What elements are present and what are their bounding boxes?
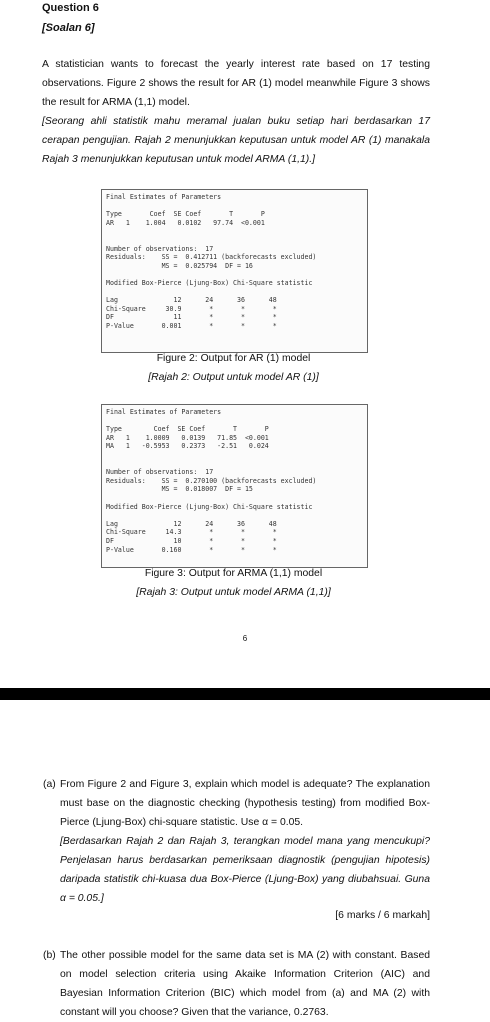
part-a-text [60,775,430,832]
question-heading-malay: [Soalan 6] [42,22,95,34]
fig2-line: Type Coef SE Coef T P [106,210,265,219]
fig3-line: DF 10 * * * [106,536,277,545]
fig3-line [106,511,367,520]
page-separator [0,688,490,700]
fig3-line: Chi-Square 14.3 * * * [106,528,277,537]
fig3-line [106,460,367,469]
fig3-line: P-Value 0.160 * * * [106,545,277,554]
figure-3-caption: Figure 3: Output for ARMA (1,1) model [144,568,323,579]
fig3-line: Lag 12 24 36 48 [106,519,277,528]
fig3-line [106,417,367,426]
fig2-line: Lag 12 24 36 48 [106,296,277,305]
figure-2-caption: Figure 2: Output for AR (1) model [156,353,311,364]
fig3-line: Modified Box-Pierce (Ljung-Box) Chi-Square statistic [106,502,313,511]
fig3-line: MA 1 -0.5953 0.2373 -2.51 0.024 [106,442,269,451]
figure-2-text [102,190,367,331]
part-a-marks: [6 marks / 6 markah] [335,910,430,921]
fig2-line: Modified Box-Pierce (Ljung-Box) Chi-Square statistic [106,278,313,287]
figure-2-caption-malay: [Rajah 2: Output untuk model AR (1)] [148,372,319,383]
fig3-line: Residuals: SS = 0.270100 (backforecasts excluded) [106,476,317,485]
fig3-line: MS = 0.018007 DF = 15 [106,485,253,494]
part-b-text: The other possible model for the same data set is MA (2) with constant. Based on model selection criteria using Akaike Information Criterion (AIC) and Bayesian Information Criterion (BIC) which model from (a) and MA (2) with constant will you choose? Given that the variance, 0.2763. [60,950,430,1018]
part-a-malay: [Berdasarkan Rajah 2 dan Rajah 3, terangkan model mana yang mencukupi? Penjelasan harus berdasarkan pemeriksaan diagnostik (pengujian hipotesis) daripada statistik chi-kuasa dua Box-Pierce (Ljung-Box) yang diubahsuai. Guna α = 0.05.] [60,836,430,904]
question-heading: Question 6 [42,2,99,14]
figure-3-text [102,405,367,554]
fig2-line: DF 11 * * * [106,313,277,322]
fig2-line: Number of observations: 17 [106,244,214,253]
intro-malay: [Seorang ahli statistik mahu meramal jualan buku setiap hari berdasarkan 17 cerapan pengujian. Rajah 2 menunjukkan keputusan untuk model AR (1) manakala Rajah 3 menunjukkan keputusan untuk model ARMA (1,1).] [42,116,430,165]
fig3-line: AR 1 1.0009 0.0139 71.85 <0.001 [106,433,269,442]
part-a-english: From Figure 2 and Figure 3, explain which model is adequate? The explanation must base on the diagnostic checking (hypothesis testing) from modified Box-Pierce (Ljung-Box) chi-square statistic. Use α = 0.05. [60,779,430,828]
part-b-label: (b) [43,950,56,961]
fig2-line: Chi-Square 30.9 * * * [106,304,277,313]
figure-2-output [101,189,368,353]
page-number: 6 [242,634,248,643]
fig3-line [106,451,367,460]
fig2-line: AR 1 1.004 0.0102 97.74 <0.001 [106,218,265,227]
fig2-line: MS = 0.025794 DF = 16 [106,261,253,270]
fig3-line [106,494,367,503]
fig2-line [106,227,367,236]
fig2-line [106,288,367,297]
fig2-line [106,202,367,211]
fig3-line: Number of observations: 17 [106,468,214,477]
fig2-line [106,236,367,245]
fig2-line: P-Value 0.001 * * * [106,321,277,330]
figure-3-output [101,404,368,568]
fig3-line: Final Estimates of Parameters [106,408,222,416]
fig2-line: Final Estimates of Parameters [106,193,222,201]
intro-english: A statistician wants to forecast the yearly interest rate based on 17 testing observations. Figure 2 shows the result for AR (1) model meanwhile Figure 3 shows the result for ARMA (1,1) model. [42,59,430,108]
figure-3-caption-malay: [Rajah 3: Output untuk model ARMA (1,1)] [136,587,331,598]
part-a-label: (a) [43,779,56,790]
fig2-line [106,270,367,279]
fig3-line: Type Coef SE Coef T P [106,425,269,434]
fig2-line: Residuals: SS = 0.412711 (backforecasts excluded) [106,253,317,262]
